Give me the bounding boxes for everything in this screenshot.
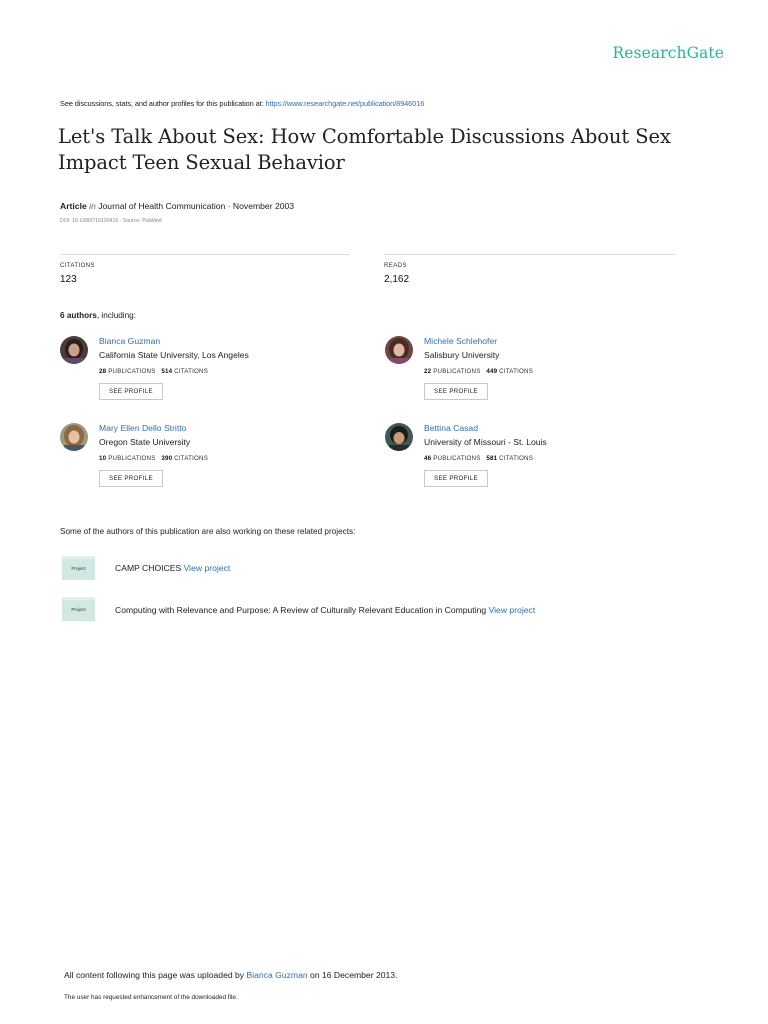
author-citations-count: 449 <box>486 368 498 375</box>
author-name-link[interactable]: Mary Ellen Dello Stritto <box>99 423 187 433</box>
avatar-photo-icon <box>60 336 88 364</box>
authors-heading <box>60 311 136 320</box>
researchgate-logo[interactable]: ResearchGate <box>612 44 724 62</box>
author-card <box>60 336 360 416</box>
author-citations-label: CITATIONS <box>174 455 209 462</box>
author-stats <box>424 368 533 375</box>
article-type: Article <box>60 201 87 211</box>
author-stats <box>424 455 533 462</box>
publications-count: 10 <box>99 455 107 462</box>
author-name-link[interactable]: Bianca Guzman <box>99 336 161 346</box>
publications-count: 22 <box>424 368 432 375</box>
project-item <box>115 605 535 615</box>
see-profile-button[interactable]: SEE PROFILE <box>424 470 488 487</box>
uploader-link[interactable]: Bianca Guzman <box>246 970 308 980</box>
related-projects-heading: Some of the authors of this publication are also working on these related projects: <box>60 527 356 536</box>
view-project-link[interactable]: View project <box>488 605 536 615</box>
publication-title: Let's Talk About Sex: How Comfortable Discussions About Sex Impact Teen Sexual Behavior <box>58 125 671 174</box>
see-profile-button[interactable]: SEE PROFILE <box>424 383 488 400</box>
author-stats <box>99 368 208 375</box>
avatar[interactable] <box>60 423 88 451</box>
author-citations-label: CITATIONS <box>499 455 534 462</box>
project-item <box>115 563 230 573</box>
author-citations-count: 514 <box>161 368 173 375</box>
project-name: Computing with Relevance and Purpose: A Review of Culturally Relevant Education in Computing <box>115 605 489 615</box>
citations-count: 123 <box>60 274 77 285</box>
publications-label: PUBLICATIONS <box>433 455 481 462</box>
author-institution: Oregon State University <box>99 437 191 447</box>
author-card <box>60 423 360 503</box>
publications-count: 46 <box>424 455 432 462</box>
divider-citations <box>60 254 350 255</box>
journal-date: Journal of Health Communication · November 2003 <box>98 201 295 211</box>
reads-count: 2,162 <box>384 274 410 285</box>
author-institution: University of Missouri - St. Louis <box>424 437 547 447</box>
author-stats <box>99 455 208 462</box>
publication-notice <box>60 99 424 108</box>
author-institution: California State University, Los Angeles <box>99 350 249 360</box>
authors-count: 6 authors <box>60 311 97 320</box>
author-card <box>385 336 685 416</box>
view-project-link[interactable]: View project <box>183 563 231 573</box>
meta-in: in <box>89 201 96 211</box>
author-citations-label: CITATIONS <box>499 368 534 375</box>
publications-label: PUBLICATIONS <box>108 368 156 375</box>
citations-label: CITATIONS <box>60 262 95 269</box>
publications-count: 28 <box>99 368 107 375</box>
see-profile-button[interactable]: SEE PROFILE <box>99 383 163 400</box>
authors-including: , including: <box>96 311 137 320</box>
publications-label: PUBLICATIONS <box>433 368 481 375</box>
project-icon-label: Project <box>71 566 86 571</box>
project-folder-icon <box>62 556 95 580</box>
author-citations-count: 581 <box>486 455 498 462</box>
reads-label: READS <box>384 262 407 269</box>
project-name: CAMP CHOICES <box>115 563 184 573</box>
upload-notice <box>64 970 397 980</box>
upload-suffix: on 16 December 2013. <box>307 970 398 980</box>
author-card <box>385 423 685 503</box>
doi-source: DOI: 10.1080/716100416 · Source: PubMed <box>60 218 162 224</box>
notice-text: See discussions, stats, and author profiles for this publication at: <box>60 99 266 108</box>
project-icon-label: Project <box>71 607 86 612</box>
project-folder-icon <box>62 597 95 621</box>
upload-prefix: All content following this page was uploaded by <box>64 970 247 980</box>
author-citations-label: CITATIONS <box>174 368 209 375</box>
avatar[interactable] <box>385 423 413 451</box>
avatar-photo-icon <box>385 336 413 364</box>
divider-reads <box>384 254 676 255</box>
see-profile-button[interactable]: SEE PROFILE <box>99 470 163 487</box>
publication-url-link[interactable]: https://www.researchgate.net/publication/8946016 <box>265 99 425 108</box>
avatar-photo-icon <box>60 423 88 451</box>
avatar-photo-icon <box>385 423 413 451</box>
author-citations-count: 390 <box>161 455 173 462</box>
publications-label: PUBLICATIONS <box>108 455 156 462</box>
avatar[interactable] <box>60 336 88 364</box>
author-institution: Salisbury University <box>424 350 500 360</box>
author-name-link[interactable]: Michele Schlehofer <box>424 336 498 346</box>
publication-meta <box>60 201 294 211</box>
avatar[interactable] <box>385 336 413 364</box>
author-name-link[interactable]: Bettina Casad <box>424 423 478 433</box>
enhancement-note: The user has requested enhancement of the downloaded file. <box>64 994 238 1001</box>
